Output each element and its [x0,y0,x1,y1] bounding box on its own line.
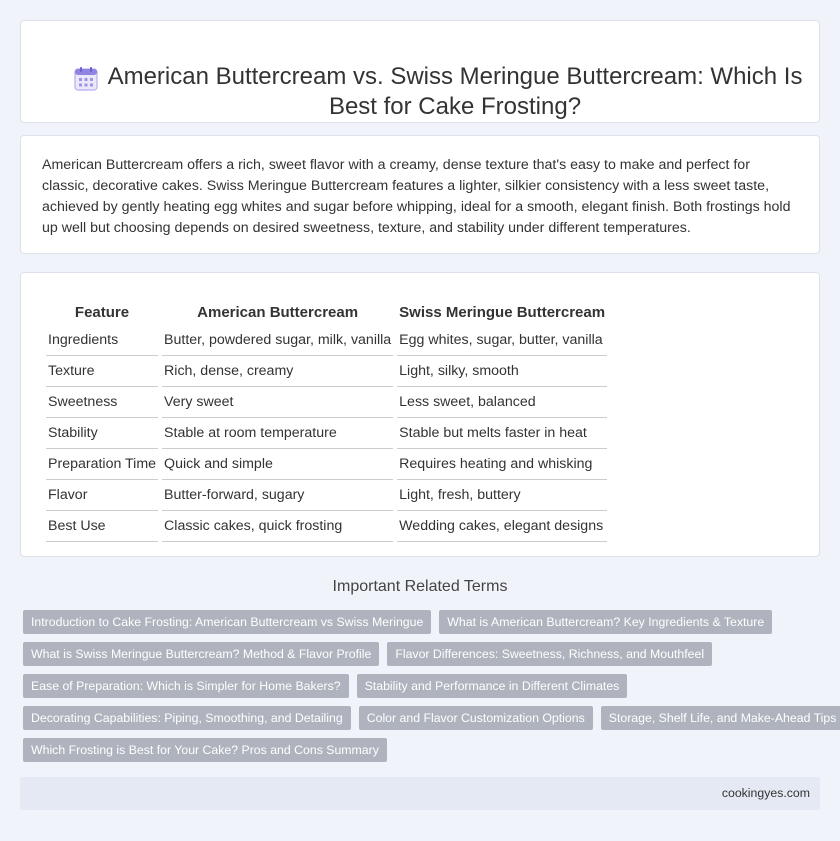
related-term-link[interactable]: Decorating Capabilities: Piping, Smoothing, and Detailing [23,706,351,730]
table-cell: Stability [46,418,158,449]
table-cell: Rich, dense, creamy [162,356,393,387]
related-term-link[interactable]: Flavor Differences: Sweetness, Richness, and Mouthfeel [387,642,712,666]
table-row [46,480,607,511]
intro-card [20,135,820,254]
table-cell: Light, fresh, buttery [397,480,607,511]
table-cell: Light, silky, smooth [397,356,607,387]
table-cell: Less sweet, balanced [397,387,607,418]
table-row [46,418,607,449]
table-cell: Ingredients [46,325,158,356]
table-cell: Flavor [46,480,158,511]
related-term-link[interactable]: Introduction to Cake Frosting: American Buttercream vs Swiss Meringue [23,610,431,634]
related-term-link[interactable]: Stability and Performance in Different Climates [357,674,628,698]
related-term-link[interactable]: What is Swiss Meringue Buttercream? Method & Flavor Profile [23,642,379,666]
calendar-icon [73,66,99,92]
related-term-link[interactable]: What is American Buttercream? Key Ingredients & Texture [439,610,772,634]
comparison-table [42,295,611,542]
tag-row [23,738,823,770]
table-header-row [46,295,607,325]
table-cell: Sweetness [46,387,158,418]
table-cell: Classic cakes, quick frosting [162,511,393,542]
table-cell: Egg whites, sugar, butter, vanilla [397,325,607,356]
intro-paragraph: American Buttercream offers a rich, sweet flavor with a creamy, dense texture that's easy to make and perfect for classic, decorative cakes. Swiss Meringue Buttercream features a lighter, silkier consistency with a less sweet taste, achieved by gently heating egg whites and sugar before whipping, ideal for a smooth, elegant finish. Both frostings hold up well but choosing depends on desired sweetness, texture, and stability under different temperatures. [42,157,791,236]
table-cell: Preparation Time [46,449,158,480]
tag-row [23,610,823,642]
table-cell: Stable at room temperature [162,418,393,449]
table-cell: Butter, powdered sugar, milk, vanilla [162,325,393,356]
related-term-link[interactable]: Which Frosting is Best for Your Cake? Pros and Cons Summary [23,738,387,762]
table-row [46,387,607,418]
footer [20,777,820,810]
table-cell: Best Use [46,511,158,542]
table-cell: Quick and simple [162,449,393,480]
related-term-link[interactable]: Color and Flavor Customization Options [359,706,593,730]
tag-row [23,642,823,674]
comparison-card [20,272,820,557]
tag-row [23,674,823,706]
tag-row [23,706,837,738]
column-header: Feature [74,304,130,321]
title-card [20,20,820,123]
table-row [46,356,607,387]
table-cell: Requires heating and whisking [397,449,607,480]
table-cell: Very sweet [162,387,393,418]
table-cell: Wedding cakes, elegant designs [397,511,607,542]
related-terms-list [23,610,837,770]
related-term-link[interactable]: Storage, Shelf Life, and Make-Ahead Tips [601,706,840,730]
column-header: American Buttercream [197,304,359,321]
table-cell: Butter-forward, sugary [162,480,393,511]
table-cell: Texture [46,356,158,387]
table-row [46,511,607,542]
column-header: Swiss Meringue Buttercream [399,304,606,321]
site-name: cookingyes.com [721,786,810,800]
page-title: American Buttercream vs. Swiss Meringue Buttercream: Which Is Best for Cake Frosting? [107,63,803,120]
related-terms-heading: Important Related Terms [332,578,508,595]
related-term-link[interactable]: Ease of Preparation: Which is Simpler for Home Bakers? [23,674,349,698]
table-row [46,449,607,480]
table-cell: Stable but melts faster in heat [397,418,607,449]
table-row [46,325,607,356]
